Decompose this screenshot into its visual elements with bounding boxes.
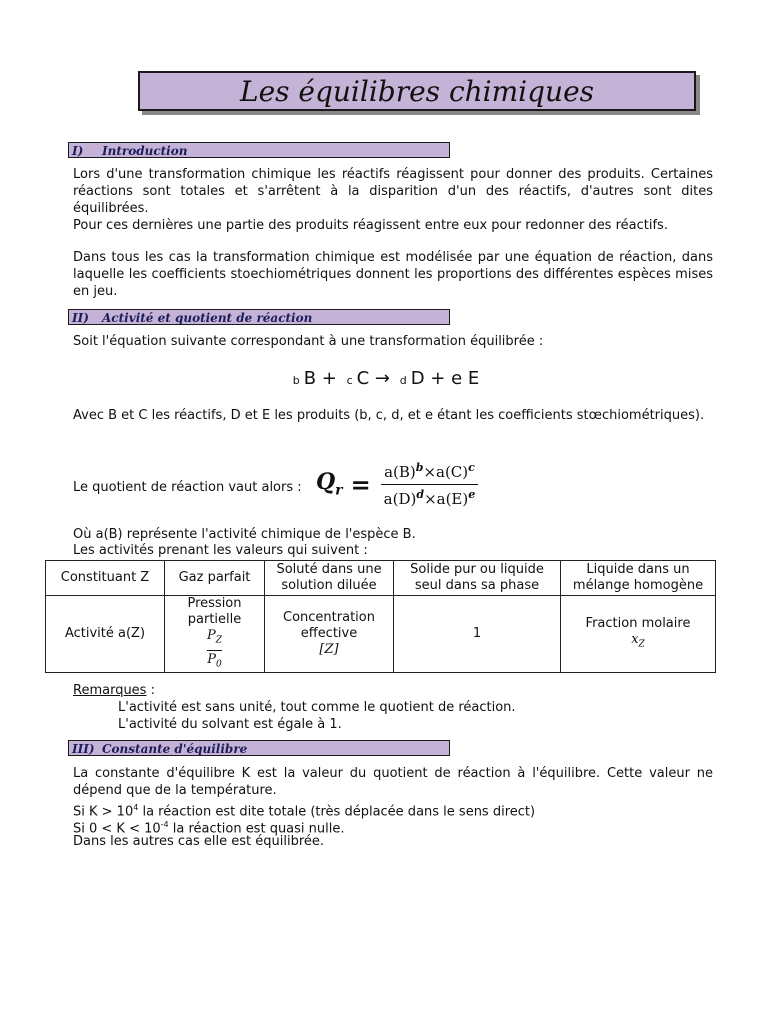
quotient-formula	[316, 456, 478, 512]
num-exp-b: b	[415, 460, 424, 474]
fraction-denominator	[381, 488, 479, 508]
quotient-label: Le quotient de réaction vaut alors :	[73, 480, 302, 495]
condition-part: Si 0 < K < 10	[73, 821, 161, 837]
quotient-symbol	[316, 469, 343, 498]
den-exp-d: d	[416, 487, 425, 501]
section-label: Introduction	[102, 144, 188, 158]
section-heading-introduction	[68, 142, 450, 158]
table-header-cell: Gaz parfait	[165, 561, 265, 596]
q-subscript: r	[335, 482, 343, 499]
quotient-fraction	[381, 461, 479, 508]
x-sub: Z	[638, 639, 645, 650]
section-number: II)	[72, 311, 89, 325]
table-cell-solide: 1	[394, 596, 561, 673]
species-c: C →	[356, 368, 396, 389]
remarque-1: L'activité est sans unité, tout comme le quotient de réaction.	[118, 700, 516, 715]
table-row-label: Activité a(Z)	[46, 596, 165, 673]
section-number: III)	[72, 742, 95, 756]
condition-part: la réaction est quasi nulle.	[168, 821, 345, 837]
den-exp-e: e	[468, 487, 476, 501]
den-part: a(D)	[383, 489, 417, 508]
num-exp-c: c	[468, 460, 475, 474]
table-header-cell: Liquide dans un mélange homogène	[561, 561, 716, 596]
table-cell-liquide	[561, 596, 716, 673]
intro-paragraph-2: Pour ces dernières une partie des produits réagissent entre eux pour redonner des réactifs.	[73, 218, 668, 233]
fraction-numerator	[381, 461, 478, 481]
p-sub: Z	[215, 635, 222, 646]
exponent: -4	[160, 820, 169, 829]
table-header-cell: Solide pur ou liquide seul dans sa phase	[394, 561, 561, 596]
condition-part: la réaction est dite totale (très déplacée dans le sens direct)	[138, 804, 536, 820]
activity-values-intro: Les activités prenant les valeurs qui suivent :	[73, 543, 368, 558]
q-letter: Q	[316, 469, 336, 496]
activity-definition: Où a(B) représente l'activité chimique de l'espèce B.	[73, 527, 416, 542]
section-number: I)	[72, 144, 84, 158]
species-b: B +	[303, 368, 343, 389]
remarques-heading	[73, 682, 155, 699]
section-heading-activite	[68, 309, 450, 325]
section-label: Constante d'équilibre	[102, 742, 248, 756]
section-heading-constante	[68, 740, 450, 756]
condition-part: Si K > 10	[73, 804, 134, 820]
num-part: ×a(C)	[423, 462, 469, 481]
solute-text: Concentration effective	[283, 610, 375, 642]
p-symbol: P	[206, 628, 216, 643]
section-label: Activité et quotient de réaction	[102, 311, 313, 325]
remarques-label: Remarques	[73, 683, 147, 698]
table-header-cell: Constituant Z	[46, 561, 165, 596]
activity-table	[45, 560, 716, 673]
p-sub: 0	[216, 659, 222, 670]
reaction-equation	[0, 368, 768, 389]
constante-definition	[73, 765, 713, 799]
reactifs-description	[73, 407, 713, 424]
fraction-bar	[381, 484, 479, 485]
remarque-2: L'activité du solvant est égale à 1.	[118, 717, 342, 732]
p-symbol: P	[207, 651, 216, 667]
species-d-e: D + e E	[410, 368, 480, 389]
pressure-ratio	[207, 628, 222, 672]
constante-definition-text: La constante d'équilibre K est la valeur du quotient de réaction à l'équilibre. Cette valeur ne dépend que de la température.	[73, 766, 713, 798]
coef-b: b	[292, 374, 300, 387]
page-title	[138, 71, 696, 111]
liquide-text: Fraction molaire	[585, 615, 691, 631]
page-title-text: Les équilibres chimiques	[239, 74, 595, 108]
equals-sign: =	[350, 469, 371, 499]
condition-equilibree: Dans les autres cas elle est équilibrée.	[73, 834, 325, 849]
table-cell-solute	[265, 596, 394, 673]
ratio-bar	[207, 650, 222, 651]
intro-paragraph-1: Lors d'une transformation chimique les réactifs réagissent pour donner des produits. Certaines réactions sont totales et s'arrêtent à la disparition d'un des réactifs, d'autres sont dites équilibrées.	[73, 167, 713, 216]
liquide-var	[564, 632, 712, 653]
ratio-den	[207, 652, 221, 673]
ratio-num	[207, 628, 222, 649]
table-row	[46, 596, 716, 673]
table-header-row	[46, 561, 716, 596]
coef-d: d	[399, 374, 407, 387]
table-header-cell: Soluté dans une solution diluée	[265, 561, 394, 596]
reactifs-description-text: Avec B et C les réactifs, D et E les produits (b, c, d, et e étant les coefficients stœchiométriques).	[73, 408, 705, 423]
solute-math: [Z]	[319, 642, 339, 658]
gaz-text: Pression partielle	[187, 596, 242, 627]
coef-c: c	[346, 374, 353, 387]
table-cell-gaz	[165, 596, 265, 673]
intro-paragraph-3	[73, 249, 713, 300]
x-symbol: x	[631, 631, 639, 647]
num-part: a(B)	[384, 462, 416, 481]
intro-text	[73, 166, 713, 234]
intro-paragraph-3-text: Dans tous les cas la transformation chimique est modélisée par une équation de réaction, dans laquelle les coefficients stoechiométriques donnent les proportions des différentes espèces mises en jeu.	[73, 250, 713, 299]
remarques-colon: :	[146, 683, 155, 698]
equation-intro: Soit l'équation suivante correspondant à une transformation équilibrée :	[73, 334, 544, 349]
exponent: 4	[133, 803, 139, 812]
den-part: ×a(E)	[424, 489, 469, 508]
